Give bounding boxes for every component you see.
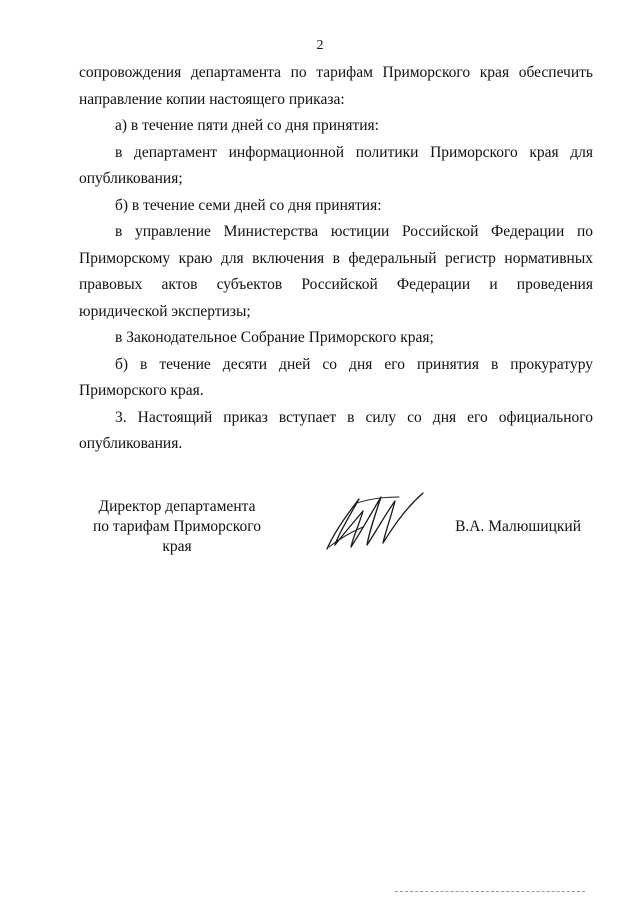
paragraph-4: б) в течение семи дней со дня принятия: xyxy=(115,196,382,214)
signatory-position xyxy=(79,497,275,557)
paragraph-8: 3. Настоящий приказ вступает в силу со дня его официального опубликования. xyxy=(79,408,593,452)
signature-block xyxy=(79,497,593,567)
paragraph-6: в Законодательное Собрание Приморского края; xyxy=(115,329,434,346)
signatory-name: В.А. Малюшицкий xyxy=(455,518,581,535)
signatory-position-line1: Директор департамента xyxy=(98,498,256,515)
paragraph-7: б) в течение десяти дней со дня его принятия в прокуратуру Приморского края. xyxy=(79,355,593,399)
page-number: 2 xyxy=(316,38,324,53)
paragraph-2: а) в течение пяти дней со дня принятия: xyxy=(115,117,379,134)
page-bottom-divider xyxy=(395,891,585,892)
document-body xyxy=(79,60,593,458)
handwritten-signature xyxy=(319,487,429,557)
signatory-position-line2: по тарифам Приморского края xyxy=(92,518,262,555)
paragraph-1: сопровождения департамента по тарифам Приморского края обеспечить направление копии настоящего приказа: xyxy=(79,64,593,108)
paragraph-5: в управление Министерства юстиции Российской Федерации по Приморскому краю для включения в федеральный регистр нормативных правовых актов субъектов Российской Федерации и проведения юридической экспертизы; xyxy=(79,223,593,320)
paragraph-3: в департамент информационной политики Приморского края для опубликования; xyxy=(79,143,593,187)
